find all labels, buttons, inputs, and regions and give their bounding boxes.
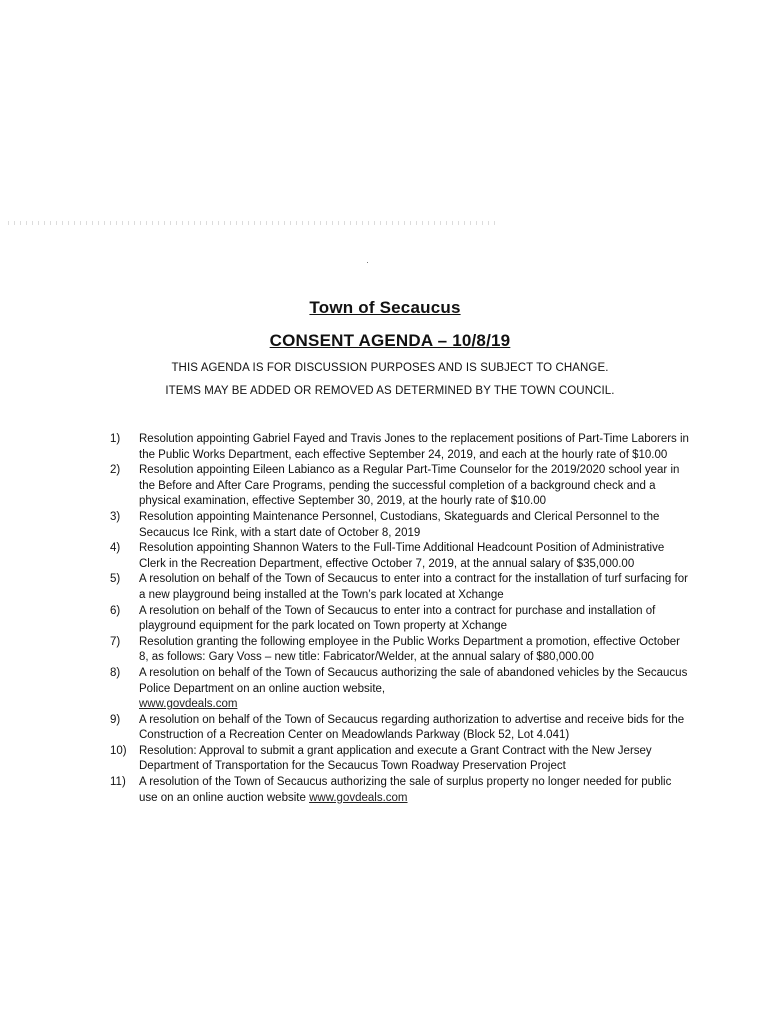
govdeals-link[interactable]: www.govdeals.com	[139, 698, 238, 711]
agenda-item-text: Resolution granting the following employee in the Public Works Department a promotion, effective October 8, as follows: Gary Voss – new title: Fabricator/Welder, at the annual salary of $80,000.00	[139, 635, 680, 664]
agenda-item-number: 5)	[110, 573, 121, 586]
govdeals-link[interactable]: www.govdeals.com	[309, 791, 408, 804]
agenda-heading: CONSENT AGENDA – 10/8/19	[269, 331, 511, 350]
agenda-item-text: Resolution appointing Shannon Waters to the Full-Time Additional Headcount Position of Administrative Clerk in the Recreation Department, effective October 7, 2019, at the annual salary of $35,000.00	[139, 542, 665, 570]
agenda-item-text: A resolution on behalf of the Town of Secaucus authorizing the sale of abandoned vehicles by the Secaucus Police Department on an online auction website,	[139, 666, 688, 695]
agenda-item-6	[110, 604, 690, 635]
document-title: Town of Secaucus	[309, 298, 461, 317]
agenda-item-text: A resolution of the Town of Secaucus authorizing the sale of surplus property no longer needed for public use on an online auction website	[139, 776, 672, 804]
agenda-item-4	[110, 541, 690, 572]
agenda-item-7	[110, 635, 690, 666]
agenda-item-number: 9)	[110, 713, 121, 726]
agenda-item-number: 1)	[110, 433, 121, 445]
change-notice: ITEMS MAY BE ADDED OR REMOVED AS DETERMINED BY THE TOWN COUNCIL.	[165, 385, 615, 397]
agenda-item-11	[110, 775, 690, 806]
scan-artifact-dot	[367, 262, 368, 263]
agenda-item-number: 11)	[110, 776, 126, 789]
agenda-item-10	[110, 744, 690, 775]
agenda-item-8	[110, 666, 690, 713]
agenda-item-1	[110, 432, 690, 463]
agenda-item-text: A resolution on behalf of the Town of Secaucus regarding authorization to advertise and receive bids for the Construction of a Recreation Center on Meadowlands Parkway (Block 52, Lot 4.041)	[139, 713, 685, 742]
agenda-item-list	[110, 432, 690, 806]
agenda-item-text: A resolution on behalf of the Town of Secaucus to enter into a contract for the installation of turf surfacing for a new playground being installed at the Town’s park located at Xchange	[139, 573, 688, 601]
agenda-item-number: 4)	[110, 542, 121, 555]
agenda-item-number: 3)	[110, 510, 121, 523]
agenda-item-number: 2)	[110, 464, 121, 477]
agenda-item-text: Resolution appointing Gabriel Fayed and Travis Jones to the replacement positions of Part-Time Laborers in the Public Works Department, each effective September 24, 2019, and each at the hourly rate of $10.00	[139, 433, 689, 461]
agenda-item-3	[110, 510, 690, 541]
discussion-notice: THIS AGENDA IS FOR DISCUSSION PURPOSES AND IS SUBJECT TO CHANGE.	[171, 362, 609, 374]
agenda-item-number: 7)	[110, 635, 121, 648]
scan-artifact-line	[8, 221, 498, 225]
agenda-item-9	[110, 713, 690, 744]
agenda-item-5	[110, 572, 690, 603]
agenda-item-number: 8)	[110, 666, 121, 679]
agenda-item-2	[110, 463, 690, 510]
agenda-item-number: 10)	[110, 744, 127, 757]
agenda-item-text: A resolution on behalf of the Town of Secaucus to enter into a contract for purchase and installation of playground equipment for the park located on Town property at Xchange	[139, 604, 656, 633]
agenda-item-text: Resolution appointing Eileen Labianco as a Regular Part-Time Counselor for the 2019/2020 school year in the Before and After Care Programs, pending the successful completion of a background check and a physical examination, effective September 30, 2019, at the hourly rate of $10.00	[139, 464, 680, 508]
agenda-item-text: Resolution: Approval to submit a grant application and execute a Grant Contract with the New Jersey Department of Transportation for the Secaucus Town Roadway Preservation Project	[139, 744, 652, 773]
agenda-item-text: Resolution appointing Maintenance Personnel, Custodians, Skateguards and Clerical Personnel to the Secaucus Ice Rink, with a start date of October 8, 2019	[139, 510, 660, 539]
agenda-item-number: 6)	[110, 604, 121, 617]
